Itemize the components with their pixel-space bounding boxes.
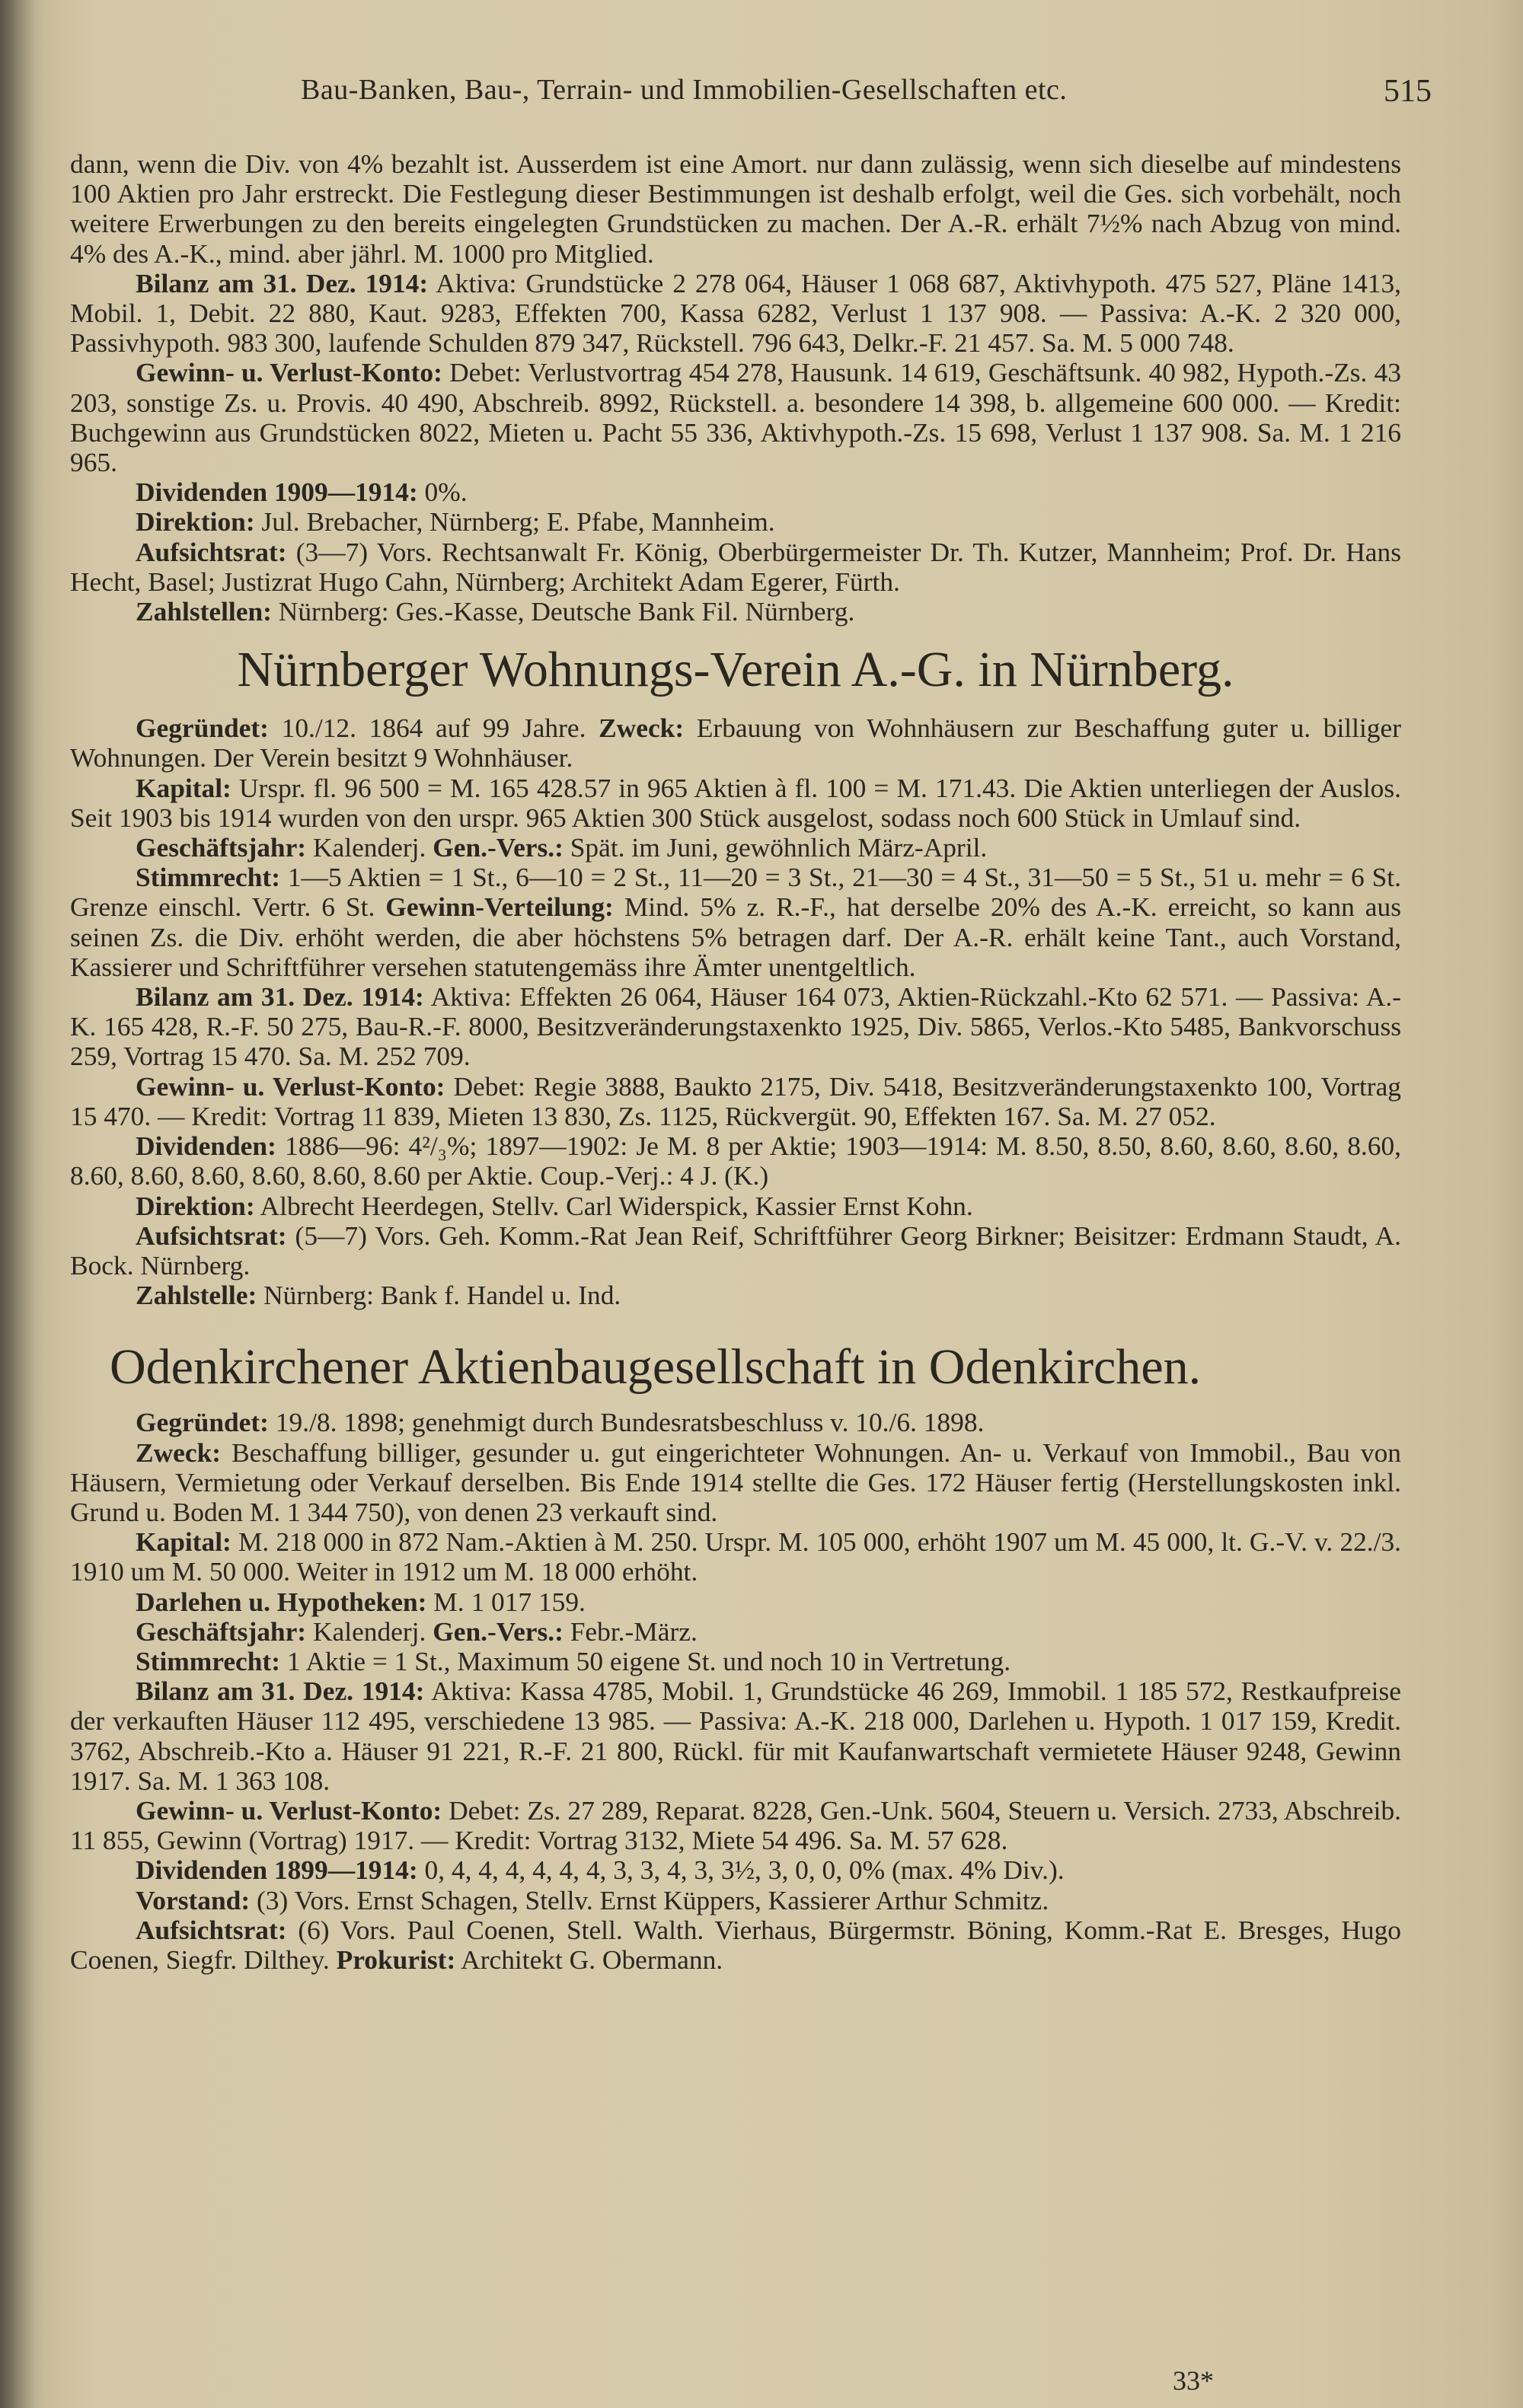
nwv-guv-text: Debet: Regie 3888, Baukto 2175, Div. 5418, Besitzveränderungstaxenkto 100, Vortrag 15 470. — Kredit: Vortrag 11 839, Mieten 13 830, Zs. 1125, Rückvergüt. 90, Effekten 167. Sa. M. 27 052. xyxy=(70,1070,1401,1131)
nwv-zweck-text: Erbauung von Wohnhäusern zur Beschaffung guter u. billiger Wohnungen. Der Verein besitzt 9 Wohnhäuser. xyxy=(70,713,1401,773)
prev-guv-text: Debet: Verlustvortrag 454 278, Hausunk. 14 619, Geschäftsunk. 40 982, Hypoth.-Zs. 43 203, sonstige Zs. u. Provis. 40 490, Abschreib. 8992, Rückstell. a. besondere 14 398, b. allgemeine 600 000. — Kredit: Buchgewinn aus Grundstücken 8022, Mieten u. Pacht 55 336, Aktivhypoth.-Zs. 15 698, Verlust 1 137 908. Sa. M. 1 216 965. xyxy=(70,357,1401,478)
oak-gv-text: Febr.-März. xyxy=(570,1615,698,1647)
oak-bilanz-label: Bilanz am 31. Dez. 1914: xyxy=(136,1676,425,1707)
prev-aufsichtsrat xyxy=(70,537,1401,597)
prev-direktion-text: Jul. Brebacher, Nürnberg; E. Pfabe, Mannheim. xyxy=(261,506,775,537)
previous-entry-continuation: dann, wenn die Div. von 4% bezahlt ist. Ausserdem ist eine Amort. nur dann zulässig, wenn sich dieselbe auf mindestens 100 Aktien pro Jahr erstreckt. Die Festlegung dieser Bestimmungen ist deshalb erfolgt, weil die Ges. sich vorbehält, noch weitere Erwerbungen zu den bereits eingelegten Grundstücken zu machen. Der A.-R. erhält 7½% nach Abzug von mind. 4% des A.-K., mind. aber jährl. M. 1000 pro Mitglied. xyxy=(70,148,1401,269)
nwv-bilanz-text: Aktiva: Effekten 26 064, Häuser 164 073, Aktien-Rückzahl.-Kto 62 571. — Passiva: A.-K. 165 428, R.-F. 50 275, Bau-R.-F. 8000, Besitzveränderungstaxenkto 1925, Div. 5865, Verlos.-Kto 5485, Bankvorschuss 259, Vortrag 15 470. Sa. M. 252 709. xyxy=(70,981,1401,1072)
oak-darlehen xyxy=(70,1587,1401,1617)
oak-prokurist-text: Architekt G. Obermann. xyxy=(461,1944,723,1975)
oak-gv-label: Gen.-Vers.: xyxy=(433,1615,564,1647)
nwv-bilanz xyxy=(70,982,1401,1072)
prev-zahlstellen xyxy=(70,597,1401,627)
nwv-direktion-text: Albrecht Heerdegen, Stellv. Carl Widerspick, Kassier Ernst Kohn. xyxy=(260,1190,973,1221)
oak-darlehen-label: Darlehen u. Hypotheken: xyxy=(136,1586,427,1617)
nwv-zweck-label: Zweck: xyxy=(599,713,685,744)
oak-zweck-text: Beschaffung billiger, gesunder u. gut eingerichteter Wohnungen. An- u. Verkauf von Immobil., Bau von Häusern, Vermietung oder Verkauf derselben. Bis Ende 1914 stellte die Ges. 172 Häuser fertig (Herstellungskosten inkl. Grund u. Boden M. 1 344 750), von denen 23 verkauft sind. xyxy=(70,1437,1401,1527)
prev-zahlstellen-label: Zahlstellen: xyxy=(136,596,272,627)
page-content xyxy=(70,149,1401,1975)
running-header xyxy=(69,73,1432,119)
oak-aufsichtsrat-label: Aufsichtsrat: xyxy=(136,1914,287,1945)
oak-gj-label: Geschäftsjahr: xyxy=(136,1615,307,1647)
nwv-guv-label: Gewinn- u. Verlust-Konto: xyxy=(136,1070,445,1102)
prev-dividenden-label: Dividenden 1909—1914: xyxy=(136,477,418,508)
nwv-gv-text: Spät. im Juni, gewöhnlich März-April. xyxy=(570,832,988,863)
nwv-gegruendet-text: 10./12. 1864 auf 99 Jahre. xyxy=(281,713,586,744)
nwv-zahlstelle-text: Nürnberg: Bank f. Handel u. Ind. xyxy=(263,1280,621,1311)
nwv-gewinnvert-label: Gewinn-Verteilung: xyxy=(385,891,614,923)
nwv-gegruendet-zweck xyxy=(70,713,1401,773)
oak-bilanz-text: Aktiva: Kassa 4785, Mobil. 1, Grundstücke 46 269, Immobil. 1 185 572, Restkaufpreise der verkauften Häuser 112 495, verschiedene 13 985. — Passiva: A.-K. 218 000, Darlehen u. Hypoth. 1 017 159, Kredit. 3762, Abschreib.-Kto a. Häuser 91 221, R.-F. 21 800, Rückl. für mit Kaufanwartschaft vermietete Häuser 9248, Gewinn 1917. Sa. M. 1 363 108. xyxy=(70,1676,1401,1796)
prev-dividenden-text: 0%. xyxy=(424,477,468,508)
nwv-aufsichtsrat-label: Aufsichtsrat: xyxy=(136,1220,287,1251)
prev-bilanz-label: Bilanz am 31. Dez. 1914: xyxy=(136,267,429,298)
oak-guv-text: Debet: Zs. 27 289, Reparat. 8228, Gen.-Unk. 5604, Steuern u. Versich. 2733, Abschreib. 11 855, Gewinn (Vortrag) 1917. — Kredit: Vortrag 3132, Miete 54 496. Sa. M. 57 628. xyxy=(70,1794,1402,1856)
nwv-aufsichtsrat-text: (5—7) Vors. Geh. Komm.-Rat Jean Reif, Schriftführer Georg Birkner; Beisitzer: Erdmann Staudt, A. Bock. Nürnberg. xyxy=(70,1220,1401,1281)
oak-zweck xyxy=(70,1438,1401,1528)
prev-direktion xyxy=(70,507,1401,537)
nwv-dividenden-text: 1886—96: 4²/₃%; 1897—1902: Je M. 8 per Aktie; 1903—1914: M. 8.50, 8.50, 8.60, 8.60, 8.60, 8.60, 8.60, 8.60, 8.60, 8.60, 8.60, 8.60 per Aktie. Coup.-Verj.: 4 J. (K.) xyxy=(70,1131,1401,1191)
oak-gegruendet xyxy=(70,1408,1401,1437)
prev-zahlstellen-text: Nürnberg: Ges.-Kasse, Deutsche Bank Fil. Nürnberg. xyxy=(278,596,855,627)
nwv-gv-label: Gen.-Vers.: xyxy=(433,832,564,863)
oak-stimmrecht-text: 1 Aktie = 1 St., Maximum 50 eigene St. und noch 10 in Vertretung. xyxy=(286,1645,1011,1676)
oak-gegruendet-label: Gegründet: xyxy=(136,1407,269,1438)
prev-bilanz-text: Aktiva: Grundstücke 2 278 064, Häuser 1 068 687, Aktivhypoth. 475 527, Pläne 1413, Mobil. 1, Debit. 22 880, Kaut. 9283, Effekten 700, Kassa 6282, Verlust 1 137 908. — Passiva: A.-K. 2 320 000, Passivhypoth. 983 300, laufende Schulden 879 347, Rückstell. 796 643, Delkr.-F. 21 457. Sa. M. 5 000 748. xyxy=(70,267,1401,359)
oak-guv xyxy=(70,1796,1401,1855)
oak-zweck-label: Zweck: xyxy=(136,1437,222,1468)
page-number: 515 xyxy=(1384,74,1432,109)
nwv-aufsichtsrat xyxy=(70,1221,1401,1281)
nwv-gewinnvert-text: Mind. 5% z. R.-F., hat derselbe 20% des A.-K. erreicht, so kann aus seinen Zs. die Div. erhöht werden, die aber höchstens 5% betragen darf. Der A.-R. erhält keine Tant., auch Vorstand, Kassierer und Schriftführer versehen statutengemäss ihre Ämter unentgeltlich. xyxy=(70,891,1401,982)
nwv-stimmrecht-text: 1—5 Aktien = 1 St., 6—10 = 2 St., 11—20 = 3 St., 21—30 = 4 St., 31—50 = 5 St., 51 u. mehr = 6 St. Grenze einschl. Vertr. 6 St. xyxy=(70,862,1401,923)
nwv-stimmrecht-label: Stimmrecht: xyxy=(136,862,280,893)
oak-guv-label: Gewinn- u. Verlust-Konto: xyxy=(136,1794,442,1826)
nwv-kapital xyxy=(70,773,1401,833)
running-title: Bau-Banken, Bau-, Terrain- und Immobilien-Gesellschaften etc. xyxy=(301,74,1068,106)
company-title-nuernberger-wohnungs-verein: Nürnberger Wohnungs-Verein A.-G. in Nürnberg. xyxy=(237,642,1234,698)
oak-geschaeftsjahr xyxy=(70,1617,1401,1647)
prev-dividenden xyxy=(70,477,1401,507)
nwv-gj-text: Kalenderj. xyxy=(312,832,426,863)
oak-dividenden-text: 0, 4, 4, 4, 4, 4, 4, 3, 3, 4, 3, 3½, 3, 0, 0, 0% (max. 4% Div.). xyxy=(424,1855,1065,1886)
oak-vorstand-text: (3) Vors. Ernst Schagen, Stellv. Ernst Küppers, Kassierer Arthur Schmitz. xyxy=(256,1884,1049,1915)
oak-gj-text: Kalenderj. xyxy=(312,1615,426,1647)
nwv-direktion xyxy=(70,1191,1401,1221)
prev-direktion-label: Direktion: xyxy=(136,506,255,537)
oak-dividenden-label: Dividenden 1899—1914: xyxy=(136,1855,418,1886)
nwv-kapital-label: Kapital: xyxy=(136,772,231,803)
prev-aufsichtsrat-label: Aufsichtsrat: xyxy=(136,536,287,567)
signature-mark: 33* xyxy=(1173,2365,1214,2396)
nwv-zahlstelle xyxy=(70,1281,1401,1310)
company-title-odenkirchener-aktienbaugesellschaft: Odenkirchener Aktienbaugesellschaft in Odenkirchen. xyxy=(110,1339,1202,1395)
oak-vorstand xyxy=(70,1886,1401,1915)
nwv-dividenden-label: Dividenden: xyxy=(136,1131,276,1162)
nwv-stimmrecht xyxy=(70,863,1401,982)
prev-guv xyxy=(70,358,1401,477)
nwv-gj-label: Geschäftsjahr: xyxy=(136,832,307,863)
oak-aufsichtsrat-text: (6) Vors. Paul Coenen, Stell. Walth. Vierhaus, Bürgermstr. Böning, Komm.-Rat E. Bresges, Hugo Coenen, Siegfr. Dilthey. xyxy=(70,1914,1401,1975)
nwv-kapital-text: Urspr. fl. 96 500 = M. 165 428.57 in 965 Aktien à fl. 100 = M. 171.43. Die Aktien unterliegen der Auslos. Seit 1903 bis 1914 wurden von den urspr. 965 Aktien 300 Stück ausgelost, sodass noch 600 Stück in Umlauf sind. xyxy=(70,772,1401,833)
oak-gegruendet-text: 19./8. 1898; genehmigt durch Bundesratsbeschluss v. 10./6. 1898. xyxy=(275,1407,985,1438)
nwv-bilanz-label: Bilanz am 31. Dez. 1914: xyxy=(136,981,424,1013)
oak-kapital-text: M. 218 000 in 872 Nam.-Aktien à M. 250. Urspr. M. 105 000, erhöht 1907 um M. 45 000, lt. G.-V. v. 22./3. 1910 um M. 50 000. Weiter in 1912 um M. 18 000 erhöht. xyxy=(70,1526,1401,1587)
nwv-geschaeftsjahr xyxy=(70,833,1401,863)
prev-aufsichtsrat-text: (3—7) Vors. Rechtsanwalt Fr. König, Oberbürgermeister Dr. Th. Kutzer, Mannheim; Prof. Dr. Hans Hecht, Basel; Justizrat Hugo Cahn, Nürnberg; Architekt Adam Egerer, Fürth. xyxy=(70,536,1401,597)
oak-stimmrecht xyxy=(70,1647,1401,1676)
oak-bilanz xyxy=(70,1676,1401,1796)
oak-aufsichtsrat xyxy=(70,1915,1401,1975)
prev-guv-label: Gewinn- u. Verlust-Konto: xyxy=(136,357,442,388)
nwv-gegruendet-label: Gegründet: xyxy=(136,713,269,744)
prev-bilanz xyxy=(70,269,1401,359)
oak-darlehen-text: M. 1 017 159. xyxy=(433,1586,586,1617)
oak-kapital xyxy=(70,1527,1401,1587)
oak-stimmrecht-label: Stimmrecht: xyxy=(136,1645,280,1676)
oak-dividenden xyxy=(70,1855,1401,1885)
nwv-dividenden xyxy=(70,1131,1401,1191)
nwv-guv xyxy=(70,1072,1401,1131)
nwv-direktion-label: Direktion: xyxy=(136,1190,255,1221)
oak-prokurist-label: Prokurist: xyxy=(336,1944,456,1975)
oak-kapital-label: Kapital: xyxy=(136,1526,231,1558)
nwv-zahlstelle-label: Zahlstelle: xyxy=(136,1280,257,1311)
spine-shadow xyxy=(0,0,35,2408)
oak-vorstand-label: Vorstand: xyxy=(136,1884,251,1915)
